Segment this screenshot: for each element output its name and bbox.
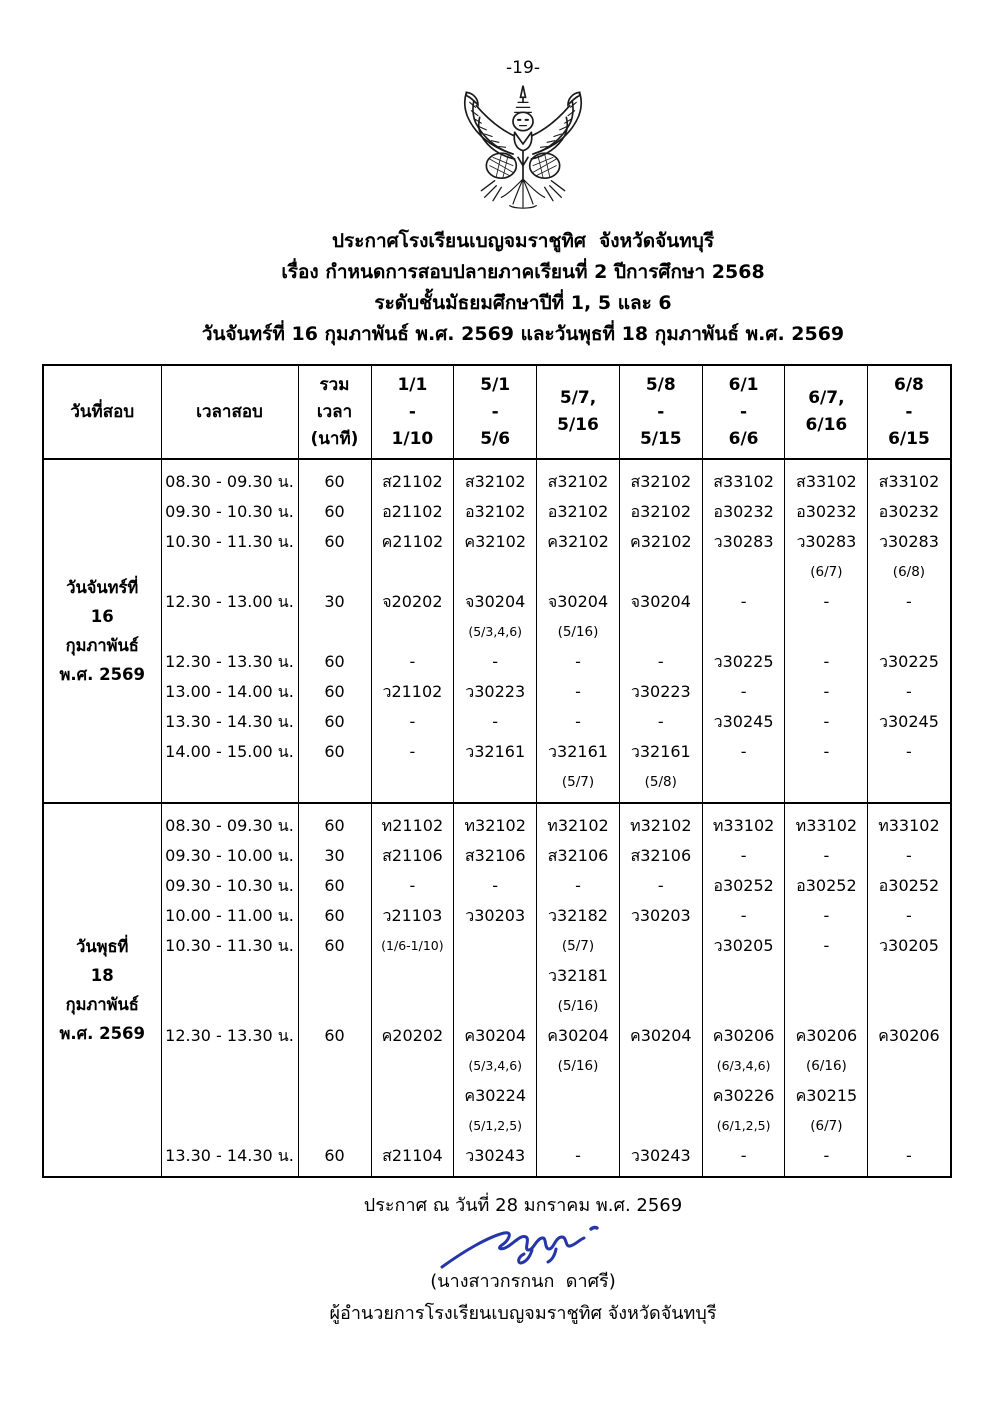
header-duration — [298, 365, 371, 459]
signature-graphic — [436, 1221, 611, 1273]
cell-line — [299, 961, 371, 991]
cell-line: อ32102 — [464, 502, 526, 521]
cell-line: 10.30 - 11.30 น. — [165, 532, 294, 551]
cell-line: อ30252 — [796, 876, 857, 895]
cell-line: 30 — [324, 846, 345, 865]
cell-line: - — [906, 846, 912, 865]
cell-line — [620, 1051, 702, 1081]
cell-line: 60 — [324, 682, 345, 701]
header-line: 5/16 — [557, 415, 599, 435]
cell-line: พ.ศ. 2569 — [59, 665, 146, 684]
cell-line — [868, 961, 949, 991]
cell-line: - — [740, 682, 747, 701]
cell-line: 14.00 - 15.00 น. — [165, 742, 294, 761]
cell-line: - — [657, 652, 664, 671]
cell-line: - — [657, 876, 664, 895]
cell-line: - — [823, 1146, 830, 1165]
cell-line: - — [575, 712, 581, 731]
signer-title: ผู้อำนวยการโรงเรียนเบญจมราชูทิศ จังหวัดจันทบุรี — [329, 1303, 717, 1324]
signature-icon — [27, 1221, 992, 1273]
cell-line: ส33102 — [713, 472, 774, 491]
cell-line: - — [409, 652, 416, 671]
cell-line: ค32102 — [464, 532, 526, 551]
cell-line: ส21102 — [382, 472, 443, 491]
cell-line: - — [740, 742, 747, 761]
header-line: - — [740, 401, 748, 422]
cell-line: ส32102 — [630, 472, 692, 491]
cell-line: 60 — [324, 712, 345, 731]
cell-line: ว32161 — [630, 742, 691, 761]
cell-line — [868, 617, 949, 647]
cell-line — [620, 617, 702, 647]
cell-line: ส32102 — [464, 472, 526, 491]
cell-line: (5/7) — [561, 938, 595, 954]
header-line: 6/15 — [888, 428, 930, 449]
cell-line: ว30283 — [878, 532, 939, 551]
cell-line: ค30204 — [464, 1026, 526, 1045]
cell-line: วันจันทร์ที่ — [66, 578, 139, 597]
cell-line: 13.30 - 14.30 น. — [165, 712, 294, 731]
cell-line: อ30232 — [713, 502, 774, 521]
cell-line: ว30245 — [878, 712, 939, 731]
cell-line: ท32102 — [464, 816, 526, 835]
cell-line: ส21106 — [382, 846, 443, 865]
cell-line — [868, 1081, 949, 1111]
cell-line: - — [492, 712, 499, 731]
exam-class-cell — [702, 459, 785, 803]
exam-class-cell — [868, 459, 951, 803]
header-line: 5/1 — [480, 374, 511, 395]
cell-line: - — [823, 936, 830, 955]
cell-line: 60 — [324, 816, 345, 835]
cell-line — [454, 991, 536, 1021]
cell-line: ว32161 — [548, 742, 608, 761]
exam-class-cell — [454, 459, 537, 803]
cell-line: ส32102 — [547, 472, 609, 491]
cell-line: ค32102 — [629, 532, 692, 551]
cell-line: อ32102 — [630, 502, 692, 521]
cell-line — [454, 961, 536, 991]
cell-line — [299, 767, 371, 797]
title-line-3: ระดับชั้นมัธยมศึกษาปีที่ 1, 5 และ 6 — [374, 292, 672, 314]
signer-name: (นางสาวกรกนก ดาศรี) — [430, 1271, 616, 1292]
cell-line: (6/16) — [805, 1058, 847, 1074]
cell-line: 12.30 - 13.30 น. — [165, 1026, 294, 1045]
cell-line: ท33102 — [712, 816, 775, 835]
cell-line: วันพุธที่ — [76, 937, 129, 956]
cell-line — [162, 1111, 298, 1141]
header-line: 5/8 — [645, 374, 676, 395]
cell-line — [703, 767, 785, 797]
cell-line: ท33102 — [795, 816, 858, 835]
cell-line: 60 — [324, 936, 345, 955]
cell-line: (6/7) — [810, 564, 843, 580]
header-class-group-5 — [785, 365, 868, 459]
cell-line: 60 — [324, 532, 345, 551]
cell-line: 08.30 - 09.30 น. — [165, 472, 294, 491]
cell-line: อ21102 — [382, 502, 443, 521]
cell-line: ค30215 — [795, 1086, 858, 1105]
cell-line: พ.ศ. 2569 — [59, 1024, 146, 1043]
header-line: - — [657, 401, 665, 422]
cell-line: อ30252 — [878, 876, 940, 895]
cell-line: 60 — [324, 742, 345, 761]
cell-line: - — [906, 906, 912, 925]
cell-line: ส21104 — [382, 1146, 443, 1165]
cell-line — [162, 767, 298, 797]
cell-line — [703, 991, 785, 1021]
cell-line: ค30206 — [878, 1026, 940, 1045]
cell-line: (5/16) — [557, 624, 599, 640]
cell-line: 13.00 - 14.00 น. — [165, 682, 294, 701]
cell-line: ท21102 — [381, 816, 444, 835]
cell-line — [299, 557, 371, 587]
cell-line: ว30243 — [465, 1146, 526, 1165]
cell-line — [162, 617, 298, 647]
cell-line: - — [906, 1146, 912, 1165]
cell-line — [703, 617, 785, 647]
cell-line — [868, 1051, 949, 1081]
header-date — [43, 365, 161, 459]
cell-line: ค30226 — [712, 1086, 775, 1105]
cell-line: - — [823, 742, 830, 761]
header-line: เวลาสอบ — [196, 401, 263, 422]
title-line-1: ประกาศโรงเรียนเบญจมราชูทิศ จังหวัดจันทบุรี — [331, 230, 715, 252]
cell-line — [372, 1111, 454, 1141]
cell-line: ค32102 — [547, 532, 609, 551]
cell-line — [620, 1081, 702, 1111]
header-line: 1/10 — [391, 428, 434, 449]
cell-line — [372, 991, 454, 1021]
header-class-group-1 — [454, 365, 537, 459]
cell-line: ค30206 — [712, 1026, 775, 1045]
cell-line — [785, 991, 867, 1021]
cell-line: 09.30 - 10.30 น. — [165, 502, 294, 521]
header-line: 5/15 — [639, 428, 682, 449]
cell-line: 13.30 - 14.30 น. — [165, 1146, 294, 1165]
cell-line: 60 — [324, 472, 345, 491]
cell-line — [454, 931, 536, 961]
cell-line: - — [575, 682, 581, 701]
cell-line: ว32182 — [548, 906, 608, 925]
announce-date: ประกาศ ณ วันที่ 28 มกราคม พ.ศ. 2569 — [363, 1195, 683, 1216]
header-line: 1/1 — [397, 374, 428, 395]
header-line: - — [408, 401, 416, 422]
header-line: 6/16 — [805, 415, 848, 435]
header-line: 6/1 — [728, 374, 759, 395]
cell-line — [299, 1081, 371, 1111]
cell-line: - — [409, 712, 416, 731]
cell-line: ค21102 — [381, 532, 444, 551]
cell-line: 10.30 - 11.30 น. — [165, 936, 294, 955]
header-class-group-0 — [371, 365, 454, 459]
cell-line — [537, 1111, 619, 1141]
cell-line: ว30225 — [713, 652, 774, 671]
cell-line — [372, 767, 454, 797]
cell-line: - — [740, 592, 747, 611]
cell-line: 09.30 - 10.30 น. — [165, 876, 294, 895]
cell-line: (6/3,4,6) — [716, 1058, 771, 1073]
cell-line: ค30206 — [795, 1026, 858, 1045]
cell-line — [299, 1051, 371, 1081]
cell-line: ท33102 — [878, 816, 940, 835]
cell-line: ว30243 — [630, 1146, 691, 1165]
header-line: - — [905, 401, 913, 422]
cell-line: 60 — [324, 1146, 345, 1165]
cell-line: - — [740, 846, 747, 865]
cell-line — [299, 617, 371, 647]
cell-line — [620, 991, 702, 1021]
header-line: 6/7, — [808, 388, 845, 408]
cell-line: ว21103 — [382, 906, 443, 925]
exam-class-cell — [371, 803, 454, 1177]
cell-line: (1/6-1/10) — [381, 938, 444, 953]
cell-line: ว30203 — [465, 906, 526, 925]
title-line-4: วันจันทร์ที่ 16 กุมภาพันธ์ พ.ศ. 2569 และวันพุธที่ 18 กุมภาพันธ์ พ.ศ. 2569 — [201, 323, 845, 345]
exam-date-cell — [43, 803, 161, 1177]
cell-line — [372, 1051, 454, 1081]
cell-line: - — [575, 1146, 581, 1165]
cell-line: ส32106 — [464, 846, 526, 865]
table-body — [43, 459, 951, 1177]
cell-line: 60 — [324, 652, 345, 671]
cell-line: ส32106 — [547, 846, 609, 865]
cell-line: ว32181 — [548, 966, 608, 985]
cell-line: ค30224 — [464, 1086, 526, 1105]
cell-line: 09.30 - 10.00 น. — [165, 846, 294, 865]
cell-line: กุมภาพันธ์ — [65, 636, 139, 655]
cell-line: ว30223 — [630, 682, 691, 701]
cell-line: 60 — [324, 1026, 345, 1045]
cell-line: (6/7) — [810, 1118, 843, 1134]
cell-line: ว30205 — [713, 936, 774, 955]
cell-line — [703, 557, 785, 587]
cell-line — [785, 767, 867, 797]
cell-line: - — [823, 846, 830, 865]
cell-line: 12.30 - 13.30 น. — [165, 652, 294, 671]
cell-line: ว30203 — [630, 906, 691, 925]
cell-line — [162, 961, 298, 991]
cell-line: กุมภาพันธ์ — [65, 995, 139, 1014]
cell-line: จ30204 — [547, 592, 609, 611]
cell-line: - — [575, 652, 581, 671]
header-class-group-4 — [702, 365, 785, 459]
exam-class-cell — [619, 459, 702, 803]
cell-line: 10.00 - 11.00 น. — [165, 906, 294, 925]
header-line: วันที่สอบ — [70, 401, 135, 422]
cell-line: - — [906, 742, 912, 761]
cell-line: - — [575, 876, 581, 895]
cell-line — [868, 767, 949, 797]
cell-line: ส32106 — [630, 846, 692, 865]
exam-duration-cell — [298, 803, 371, 1177]
cell-line: ว30283 — [796, 532, 857, 551]
cell-line: (5/8) — [644, 774, 677, 790]
cell-line — [372, 1081, 454, 1111]
cell-line: - — [657, 712, 664, 731]
cell-line: (5/16) — [557, 1058, 599, 1074]
cell-line: 16 — [90, 607, 114, 626]
cell-line: - — [823, 906, 830, 925]
cell-line — [454, 557, 536, 587]
cell-line — [454, 767, 536, 797]
document-footer — [27, 1193, 992, 1327]
exam-class-cell — [785, 803, 868, 1177]
cell-line: ว30205 — [878, 936, 939, 955]
header-line: 5/7, — [559, 388, 597, 408]
cell-line: - — [906, 682, 912, 701]
exam-day-block-0 — [43, 459, 951, 803]
exam-class-cell — [454, 803, 537, 1177]
cell-line — [703, 961, 785, 991]
exam-time-cell — [161, 459, 298, 803]
header-line: 5/6 — [480, 428, 511, 449]
cell-line — [299, 1111, 371, 1141]
cell-line: (6/8) — [892, 564, 926, 580]
cell-line — [537, 557, 619, 587]
cell-line: จ30204 — [465, 592, 526, 611]
cell-line: - — [740, 906, 747, 925]
cell-line: ส33102 — [796, 472, 857, 491]
cell-line: ท32102 — [630, 816, 692, 835]
exam-date-cell — [43, 459, 161, 803]
cell-line: 60 — [324, 906, 345, 925]
header-time — [161, 365, 298, 459]
cell-line: ว32161 — [465, 742, 526, 761]
exam-class-cell — [868, 803, 951, 1177]
cell-line: ว30245 — [713, 712, 774, 731]
cell-line: 60 — [324, 502, 345, 521]
header-line: เวลา — [316, 401, 353, 422]
cell-line: ค20202 — [381, 1026, 444, 1045]
cell-line: ค30204 — [629, 1026, 692, 1045]
cell-line: ส33102 — [878, 472, 940, 491]
cell-line: 12.30 - 13.00 น. — [165, 592, 294, 611]
cell-line — [372, 557, 454, 587]
cell-line — [620, 961, 702, 991]
garuda-emblem-graphic — [448, 80, 598, 218]
cell-line: - — [409, 742, 416, 761]
exam-class-cell — [537, 803, 620, 1177]
cell-line: จ30204 — [630, 592, 691, 611]
exam-duration-cell — [298, 459, 371, 803]
cell-line: ว30223 — [465, 682, 526, 701]
header-line: (นาที) — [310, 428, 359, 449]
header-line: - — [491, 401, 499, 422]
header-line: 6/8 — [893, 374, 924, 395]
exam-class-cell — [702, 803, 785, 1177]
cell-line — [372, 617, 454, 647]
cell-line: จ20202 — [382, 592, 443, 611]
cell-line: - — [823, 652, 830, 671]
garuda-emblem — [27, 80, 992, 220]
cell-line: 30 — [324, 592, 345, 611]
cell-line — [785, 617, 867, 647]
cell-line: ว30283 — [713, 532, 774, 551]
exam-class-cell — [619, 803, 702, 1177]
cell-line: อ32102 — [547, 502, 609, 521]
cell-line — [620, 1111, 702, 1141]
exam-class-cell — [371, 459, 454, 803]
cell-line: ว30225 — [878, 652, 939, 671]
exam-class-cell — [785, 459, 868, 803]
header-line: รวม — [319, 374, 350, 395]
table-header — [43, 365, 951, 459]
cell-line — [868, 1111, 949, 1141]
cell-line: - — [740, 1146, 747, 1165]
cell-line: (5/7) — [561, 774, 595, 790]
header-class-group-3 — [619, 365, 702, 459]
header-class-group-6 — [868, 365, 951, 459]
cell-line: - — [492, 652, 499, 671]
cell-line — [299, 991, 371, 1021]
cell-line: - — [823, 592, 830, 611]
document-title — [27, 226, 992, 350]
cell-line: (5/16) — [557, 998, 599, 1014]
cell-line — [620, 557, 702, 587]
cell-line: - — [906, 592, 912, 611]
title-line-2: เรื่อง กำหนดการสอบปลายภาคเรียนที่ 2 ปีการศึกษา 2568 — [281, 261, 765, 283]
cell-line — [785, 961, 867, 991]
cell-line — [620, 931, 702, 961]
exam-day-block-1 — [43, 803, 951, 1177]
cell-line: 60 — [324, 876, 345, 895]
cell-line: ค30204 — [547, 1026, 609, 1045]
cell-line: 18 — [90, 966, 114, 985]
exam-time-cell — [161, 803, 298, 1177]
cell-line — [162, 1081, 298, 1111]
cell-line — [868, 991, 949, 1021]
cell-line — [162, 1051, 298, 1081]
cell-line: (6/1,2,5) — [716, 1118, 771, 1133]
cell-line: อ30252 — [713, 876, 774, 895]
cell-line — [162, 557, 298, 587]
cell-line: - — [823, 682, 830, 701]
cell-line: (5/3,4,6) — [468, 1058, 523, 1073]
cell-line: (5/3,4,6) — [468, 624, 523, 639]
cell-line — [537, 1081, 619, 1111]
header-class-group-2 — [537, 365, 620, 459]
cell-line: - — [492, 876, 499, 895]
cell-line: - — [823, 712, 830, 731]
cell-line: 08.30 - 09.30 น. — [165, 816, 294, 835]
cell-line: ว21102 — [382, 682, 443, 701]
page-number: -19- — [506, 58, 540, 78]
cell-line: (5/1,2,5) — [468, 1118, 523, 1133]
cell-line: ท32102 — [547, 816, 609, 835]
cell-line — [162, 991, 298, 1021]
exam-schedule-table — [42, 364, 952, 1178]
exam-class-cell — [537, 459, 620, 803]
cell-line: - — [409, 876, 416, 895]
cell-line: อ30232 — [796, 502, 857, 521]
cell-line — [372, 961, 454, 991]
cell-line: อ30232 — [878, 502, 940, 521]
header-line: 6/6 — [728, 428, 759, 449]
